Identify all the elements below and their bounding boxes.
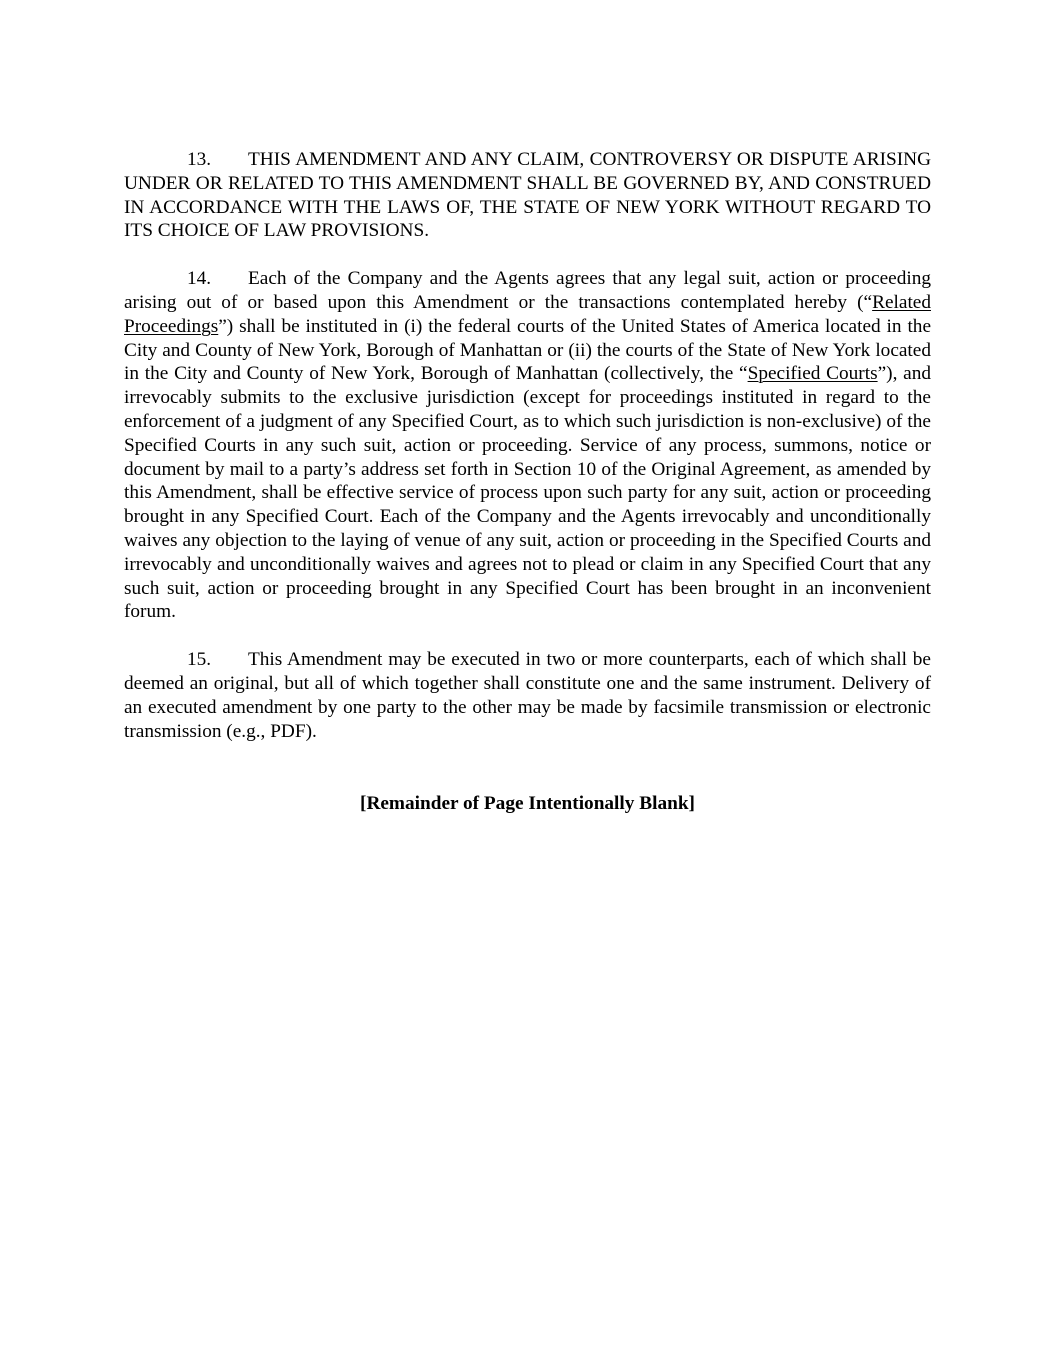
paragraph-13 <box>124 148 931 243</box>
paragraph-text: This Amendment may be executed in two or more counterparts, each of which shall be deemed an original, but all of which together shall constitute one and the same instrument. Delivery of an executed amendment by one party to the other may be made by facsimile transmission or electronic transmission (e.g., PDF). <box>124 649 931 742</box>
paragraph-number: 14. <box>187 268 212 290</box>
remainder-blank-note: [Remainder of Page Intentionally Blank] <box>360 793 695 814</box>
defined-term-specified-courts: Specified Courts <box>747 363 878 385</box>
paragraph-number: 15. <box>187 649 212 671</box>
paragraph-number: 13. <box>187 149 212 170</box>
paragraph-text: THIS AMENDMENT AND ANY CLAIM, CONTROVERSY OR DISPUTE ARISING UNDER OR RELATED TO THIS AMENDMENT SHALL BE GOVERNED BY, AND CONSTRUED IN ACCORDANCE WITH THE LAWS OF, THE STATE OF NEW YORK WITHOUT REGARD TO ITS CHOICE OF LAW PROVISIONS. <box>124 149 931 242</box>
defined-term-related-proceedings: Related Proceedings <box>124 291 931 337</box>
paragraph-text-part-3: ”), and irrevocably submits to the exclusive jurisdiction (except for proceedings instituted in regard to the enforcement of a judgment of any Specified Court, as to which such jurisdiction is non-exclusive) of the Specified Courts in any such suit, action or proceeding. Service of any process, summons, notice or document by mail to a party’s address set forth in Section 10 of the Original Agreement, as amended by this Amendment, shall be effective service of process upon such party for any suit, action or proceeding brought in any Specified Court. Each of the Company and the Agents irrevocably and unconditionally waives any objection to the laying of venue of any suit, action or proceeding in the Specified Courts and irrevocably and unconditionally waives and agrees not to plead or claim in any Specified Court that any such suit, action or proceeding brought in any Specified Court has been brought in an inconvenient forum. <box>124 363 931 623</box>
paragraph-14 <box>124 267 931 624</box>
paragraph-text-part-1: Each of the Company and the Agents agrees that any legal suit, action or proceeding arising out of or based upon this Amendment or the transactions contemplated hereby (“ <box>124 268 931 313</box>
paragraph-15 <box>124 648 931 743</box>
paragraph-text-part-2: ”) shall be instituted in (i) the federal courts of the United States of America located in the City and County of New York, Borough of Manhattan or (ii) the courts of the State of New York located in the City and County of New York, Borough of Manhattan (collectively, the “ <box>124 315 931 385</box>
document-body <box>124 148 931 767</box>
